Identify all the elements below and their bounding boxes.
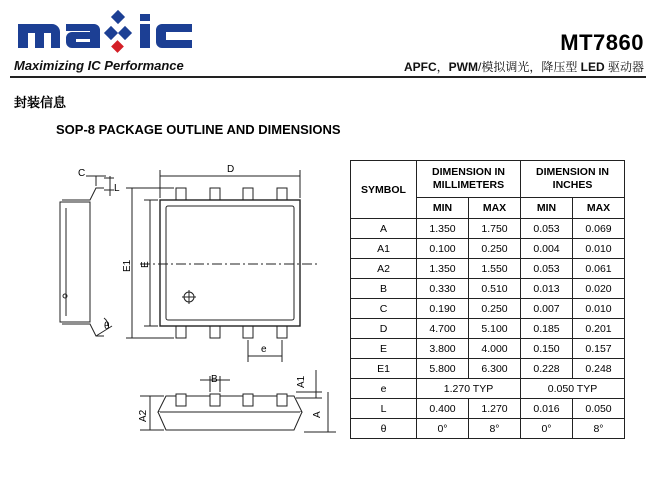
cell-symbol: L [351,399,417,419]
header-mm-line2: MILLIMETERS [432,179,505,191]
cell-mm-max: 8° [469,419,521,439]
header-in-max: MAX [573,198,625,219]
label-e-pitch: e [261,344,267,355]
table-row [351,399,625,419]
cell-mm-min: 0° [417,419,469,439]
cell-in-min: 0.004 [521,239,573,259]
cell-in-max: 0.157 [573,339,625,359]
header-rule [10,76,646,78]
cell-symbol: A1 [351,239,417,259]
cell-in-max: 0.201 [573,319,625,339]
header-in-line2: INCHES [552,179,593,191]
cell-symbol: B [351,279,417,299]
cell-mm-min: 3.800 [417,339,469,359]
cell-mm-min: 0.330 [417,279,469,299]
product-description [404,58,644,75]
header-mm-line1: DIMENSION IN [432,166,505,178]
label-l: L [114,183,120,194]
package-title: SOP-8 PACKAGE OUTLINE AND DIMENSIONS [56,122,341,137]
cell-mm-min: 1.350 [417,219,469,239]
dimension-table [350,160,625,439]
cell-in-min: 0.053 [521,219,573,239]
cell-symbol: e [351,379,417,399]
cell-mm-max: 6.300 [469,359,521,379]
cell-in-max: 0.061 [573,259,625,279]
table-row [351,279,625,299]
cell-mm-max: 4.000 [469,339,521,359]
top-view [126,170,318,362]
header-mm-min: MIN [417,198,469,219]
table-row [351,219,625,239]
cell-symbol: E1 [351,359,417,379]
cell-in-max: 0.069 [573,219,625,239]
table-row [351,419,625,439]
cell-mm-max: 1.270 [469,399,521,419]
product-desc-bold-apfc: APFC [403,60,437,74]
section-title: 封装信息 [14,95,67,110]
cell-symbol: A2 [351,259,417,279]
label-e1: E1 [122,259,133,272]
package-drawing [0,150,340,450]
cell-in-typ: 0.050 TYP [521,379,625,399]
label-a: A [312,411,323,418]
product-desc-text-1: /模拟调光，降压型 [477,60,581,74]
header-symbol: SYMBOL [351,161,417,219]
side-view [60,176,114,336]
cell-symbol: C [351,299,417,319]
cell-in-min: 0.053 [521,259,573,279]
table-row [351,339,625,359]
cell-mm-min: 0.190 [417,299,469,319]
header-mm-max: MAX [469,198,521,219]
cell-in-max: 0.248 [573,359,625,379]
cell-mm-min: 0.100 [417,239,469,259]
cell-in-max: 0.020 [573,279,625,299]
dimension-table-body [351,219,625,439]
cell-mm-max: 5.100 [469,319,521,339]
part-number: MT7860 [560,30,644,55]
cell-mm-max: 0.510 [469,279,521,299]
cell-mm-max: 0.250 [469,239,521,259]
cell-in-max: 8° [573,419,625,439]
header-in-min: MIN [521,198,573,219]
cell-symbol: θ [351,419,417,439]
cell-mm-max: 1.550 [469,259,521,279]
label-b: B [211,374,218,385]
table-row [351,239,625,259]
table-row [351,319,625,339]
cell-in-max: 0.050 [573,399,625,419]
cell-mm-typ: 1.270 TYP [417,379,521,399]
label-d: D [227,164,235,175]
table-row [351,359,625,379]
cell-symbol: E [351,339,417,359]
cell-mm-min: 5.800 [417,359,469,379]
table-row [351,259,625,279]
cell-in-min: 0.013 [521,279,573,299]
cell-in-min: 0° [521,419,573,439]
header-millimeters [417,161,521,198]
cell-in-min: 0.007 [521,299,573,319]
cell-in-max: 0.010 [573,299,625,319]
cell-in-max: 0.010 [573,239,625,259]
cell-in-min: 0.016 [521,399,573,419]
label-c: C [78,168,86,179]
cell-in-min: 0.185 [521,319,573,339]
table-row [351,299,625,319]
product-desc-bold-pwm: PWM [448,60,478,74]
cell-symbol: D [351,319,417,339]
cell-mm-max: 1.750 [469,219,521,239]
cell-in-min: 0.150 [521,339,573,359]
header-inches [521,161,625,198]
label-e: E [140,261,151,268]
cell-mm-max: 0.250 [469,299,521,319]
cell-mm-min: 0.400 [417,399,469,419]
label-theta: θ [104,321,110,332]
product-desc-bold-led: LED [580,60,605,74]
cell-in-min: 0.228 [521,359,573,379]
maxic-logo [16,8,216,56]
label-a1: A1 [296,375,307,388]
cell-mm-min: 4.700 [417,319,469,339]
product-desc-text-2: 驱动器 [604,60,644,74]
header-in-line1: DIMENSION IN [536,166,609,178]
cell-mm-min: 1.350 [417,259,469,279]
tagline: Maximizing IC Performance [14,58,184,73]
product-desc-sep: ， [436,60,449,74]
table-row [351,379,625,399]
cell-symbol: A [351,219,417,239]
label-a2: A2 [138,409,149,422]
